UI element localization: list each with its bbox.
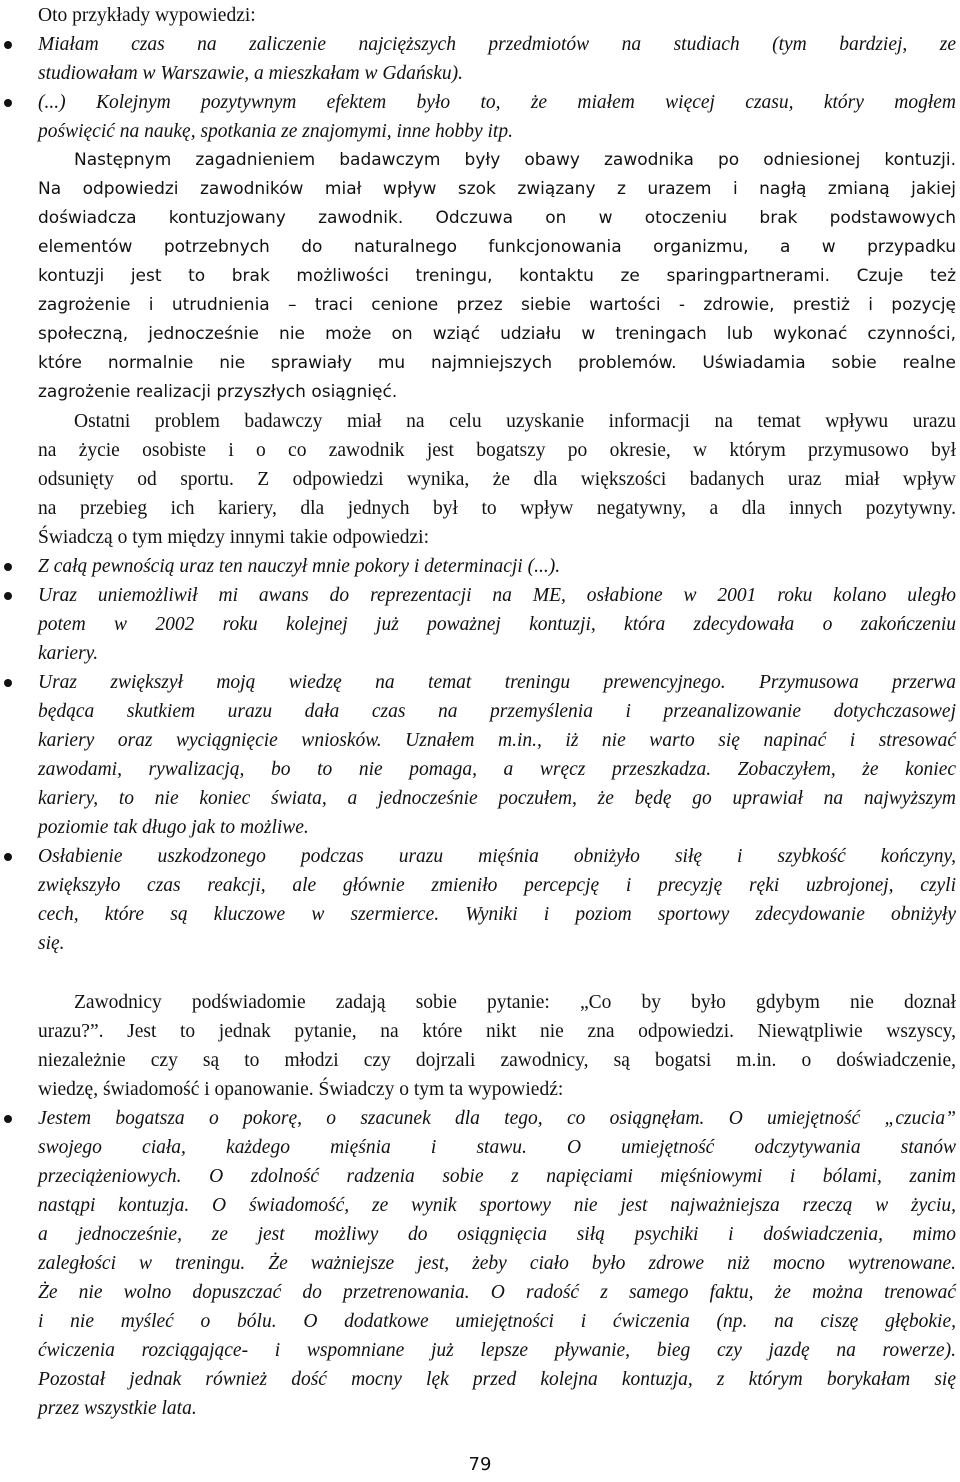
bullet-line: studiowałam w Warszawie, a mieszkałam w Gdańsku). (38, 63, 464, 84)
paragraph-line: niezależnie czy są to młodzi czy dojrzali zawodnicy, są bogatsi m.in. o doświadczenie, (38, 1050, 956, 1071)
page-number: 79 (468, 1454, 492, 1475)
bullet-line: Jestem bogatsza o pokorę, o szacunek dla tego, co osiągnęłam. O umiejętność „czucia” (38, 1108, 956, 1129)
paragraph-line: Świadczą o tym między innymi takie odpowiedzi: (38, 527, 429, 548)
bullet-item (38, 552, 956, 581)
bullet-icon (4, 563, 12, 571)
bullet-list-a (38, 30, 956, 146)
paragraph-line: kontuzji jest to brak możliwości treningu, kontaktu ze sparingpartnerami. Czuje też (38, 266, 956, 286)
bullet-line: zwiększyło czas reakcji, ale głównie zmieniło percepcję i precyzję ręki uzbrojonej, czyli (38, 875, 956, 896)
paragraph-line: Na odpowiedzi zawodników miał wpływ szok związany z urazem i nagłą zmianą jakiej (38, 179, 956, 199)
paragraph-line: Ostatni problem badawczy miał na celu uzyskanie informacji na temat wpływu urazu (74, 411, 956, 432)
bullet-line: Pozostał jednak również dość mocny lęk przed kolejna kontuzja, z którym borykałam się (38, 1369, 956, 1390)
bullet-line: Osłabienie uszkodzonego podczas urazu mięśnia obniżyło siłę i szybkość kończyny, (38, 846, 956, 867)
bullet-icon (4, 853, 12, 861)
paragraph-1 (38, 146, 956, 407)
bullet-line: (...) Kolejnym pozytywnym efektem było to, że miałem więcej czasu, który mogłem (38, 92, 956, 113)
paragraph-line: społeczną, jednocześnie nie może on wziąć udziału w treningach lub wykonać czynności, (38, 324, 956, 344)
paragraph-line: które normalnie nie sprawiały mu najmniejszych problemów. Uświadamia sobie realne (38, 353, 956, 373)
bullet-line: Że nie wolno dopuszczać do przetrenowania. O radość z samego faktu, że można trenować (38, 1282, 956, 1303)
bullet-line: Miałam czas na zaliczenie najcięższych przedmiotów na studiach (tym bardziej, ze (38, 34, 956, 55)
bullet-line: kariery oraz wyciągnięcie wniosków. Uznałem m.in., iż nie warto się napinać i stresować (38, 730, 956, 751)
bullet-item (38, 842, 956, 958)
paragraph-line: odsunięty od sportu. Z odpowiedzi wynika, że dla większości badanych uraz miał wpływ (38, 469, 956, 490)
bullet-icon (4, 99, 12, 107)
bullet-line: zawodami, rywalizacją, bo to nie pomaga, a wręcz przeszkadza. Zobaczyłem, że koniec (38, 759, 956, 780)
bullet-icon (4, 592, 12, 600)
bullet-item (38, 668, 956, 842)
paragraph-line: wiedzę, świadomość i opanowanie. Świadczy o tym ta wypowiedź: (38, 1079, 564, 1100)
bullet-line: przeciążeniowych. O zdolność radzenia sobie z napięciami mięśniowymi i bólami, zanim (38, 1166, 956, 1187)
paragraph-line: elementów potrzebnych do naturalnego funkcjonowania organizmu, a w przypadku (38, 237, 956, 257)
bullet-line: kariery. (38, 643, 99, 664)
bullet-line: potem w 2002 roku kolejnej już poważnej kontuzji, która zdecydowała o zakończeniu (38, 614, 956, 635)
paragraph-line: zagrożenie realizacji przyszłych osiągnięć. (38, 382, 398, 402)
bullet-item (38, 30, 956, 88)
paragraph-line: Następnym zagadnieniem badawczym były obawy zawodnika po odniesionej kontuzji. (74, 150, 956, 170)
bullet-line: przez wszystkie lata. (38, 1398, 197, 1419)
paragraph-line: zagrożenie i utrudnienia – traci cenione przez siebie wartości - zdrowie, prestiż i pozycję (38, 295, 956, 315)
bullet-line: Uraz uniemożliwił mi awans do reprezentacji na ME, osłabione w 2001 roku kolano uległo (38, 585, 956, 606)
bullet-item (38, 1104, 956, 1423)
bullet-line: zaległości w treningu. Że ważniejsze jest, żeby ciało było zdrowe niż mocno wytrenowane. (38, 1253, 956, 1274)
bullet-line: swojego ciała, każdego mięśnia i stawu. O umiejętność odczytywania stanów (38, 1137, 956, 1158)
bullet-line: i nie myśleć o bólu. O dodatkowe umiejętności i ćwiczenia (np. na ciszę głębokie, (38, 1311, 956, 1332)
bullet-line: się. (38, 933, 65, 954)
bullet-line: Z całą pewnością uraz ten nauczył mnie pokory i determinacji (...). (38, 556, 561, 577)
paragraph-line: na życie osobiste i o co zawodnik jest bogatszy po okresie, w którym przymusowo był (38, 440, 956, 461)
paragraph-line: doświadcza kontuzjowany zawodnik. Odczuwa on w otoczeniu brak podstawowych (38, 208, 956, 228)
bullet-list-b (38, 552, 956, 958)
bullet-line: nastąpi kontuzja. O świadomość, ze wynik sportowy nie jest najważniejsza rzeczą w życiu, (38, 1195, 956, 1216)
bullet-item (38, 88, 956, 146)
document-page (38, 0, 956, 1423)
bullet-line: cech, które są kluczowe w szermierce. Wyniki i poziom sportowy zdecydowanie obniżyły (38, 904, 956, 925)
bullet-line: a jednocześnie, ze jest możliwy do osiągnięcia siłą psychiki i doświadczenia, mimo (38, 1224, 956, 1245)
paragraph-line: urazu?”. Jest to jednak pytanie, na które nikt nie zna odpowiedzi. Niewątpliwie wszyscy, (38, 1021, 956, 1042)
bullet-line: będąca skutkiem urazu dała czas na przemyślenia i przeanalizowanie dotychczasowej (38, 701, 956, 722)
bullet-icon (4, 1115, 12, 1123)
bullet-line: poziomie tak długo jak to możliwe. (38, 817, 309, 838)
bullet-item (38, 581, 956, 668)
bullet-line: kariery, to nie koniec świata, a jednocześnie poczułem, że będę go uprawiał na najwyższym (38, 788, 956, 809)
bullet-list-c (38, 1104, 956, 1423)
intro-text: Oto przykłady wypowiedzi: (38, 5, 256, 26)
bullet-line: ćwiczenia rozciągające- i wspomniane już lepsze pływanie, bieg czy jazdę na rowerze). (38, 1340, 956, 1361)
paragraph-line: Zawodnicy podświadomie zadają sobie pytanie: „Co by było gdybym nie doznał (74, 992, 956, 1013)
bullet-icon (4, 41, 12, 49)
paragraph-3 (38, 988, 956, 1104)
bullet-line: Uraz zwiększył moją wiedzę na temat treningu prewencyjnego. Przymusowa przerwa (38, 672, 956, 693)
bullet-line: poświęcić na naukę, spotkania ze znajomymi, inne hobby itp. (38, 121, 513, 142)
paragraph-2 (38, 407, 956, 552)
bullet-icon (4, 679, 12, 687)
paragraph-line: na przebieg ich kariery, dla jednych był to wpływ negatywny, a dla innych pozytywny. (38, 498, 956, 519)
paragraph-spacer (38, 958, 956, 988)
